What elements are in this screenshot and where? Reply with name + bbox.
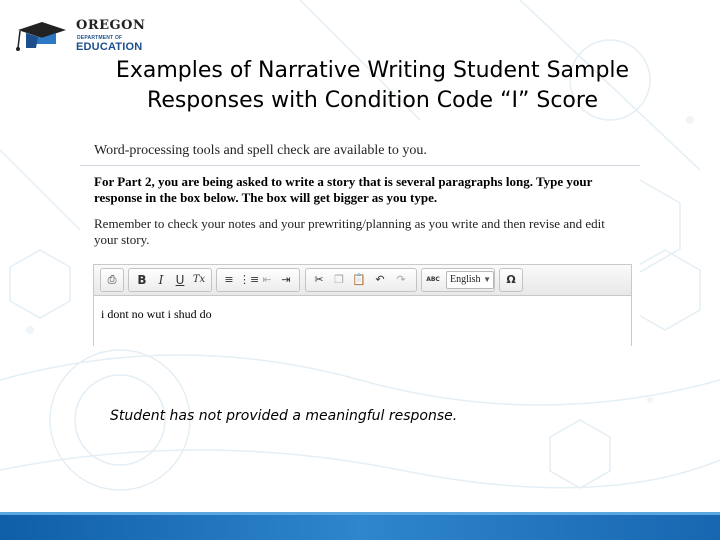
response-editor[interactable] — [93, 264, 632, 346]
footer-band — [0, 512, 720, 540]
tools-note: Word-processing tools and spell check are available to you. — [94, 143, 427, 158]
logo-oregon-text: OREGON — [76, 18, 146, 33]
editor-toolbar — [94, 265, 631, 296]
special-character-button[interactable]: Ω — [506, 273, 516, 286]
outdent-icon[interactable]: ⇤ — [262, 273, 272, 286]
copy-icon[interactable]: ❐ — [334, 273, 344, 286]
numbered-list-icon[interactable]: ≡ — [224, 273, 234, 286]
toolbar-group-lists — [216, 268, 300, 292]
student-response-text[interactable]: i dont no wut i shud do — [101, 307, 212, 321]
toolbar-group-spell — [421, 268, 495, 292]
slide-title: Examples of Narrative Writing Student Sample Responses with Condition Code “I” Score — [115, 58, 630, 113]
oregon-education-logo — [12, 18, 146, 54]
reminder-text: Remember to check your notes and your prewriting/planning as you write and then revise and edit your story. — [94, 216, 605, 247]
clear-format-button[interactable]: Tx — [192, 274, 206, 285]
divider — [80, 165, 640, 166]
language-value: English — [450, 274, 481, 285]
logo-education-text: EDUCATION — [76, 41, 143, 53]
underline-button[interactable]: U — [175, 273, 185, 287]
spell-check-icon[interactable]: ABC — [426, 276, 440, 283]
undo-icon[interactable]: ↶ — [375, 273, 385, 286]
redo-icon[interactable]: ↷ — [396, 273, 406, 286]
test-item-panel — [80, 134, 640, 346]
bulleted-list-icon[interactable]: ⋮≡ — [239, 273, 260, 286]
mortarboard-oregon-icon — [12, 18, 68, 52]
toolbar-group-print — [100, 268, 124, 292]
writing-prompt: For Part 2, you are being asked to write a story that is several paragraphs long. Type your response in the box below. The box will get bigger as you type. — [94, 174, 593, 205]
toolbar-group-edit — [305, 268, 417, 292]
paste-icon[interactable]: 📋 — [352, 273, 366, 286]
italic-button[interactable]: I — [158, 273, 164, 287]
cut-icon[interactable]: ✂ — [314, 273, 324, 286]
language-select[interactable] — [446, 271, 494, 289]
toolbar-group-format — [128, 268, 212, 292]
logo-department-text: DEPARTMENT OF — [77, 35, 123, 41]
chevron-down-icon: ▼ — [483, 275, 491, 284]
print-icon[interactable]: ⎙ — [107, 273, 117, 286]
indent-icon[interactable]: ⇥ — [281, 273, 291, 286]
score-caption: Student has not provided a meaningful response. — [110, 408, 458, 424]
toolbar-group-special — [499, 268, 523, 292]
bold-button[interactable]: B — [137, 273, 147, 287]
